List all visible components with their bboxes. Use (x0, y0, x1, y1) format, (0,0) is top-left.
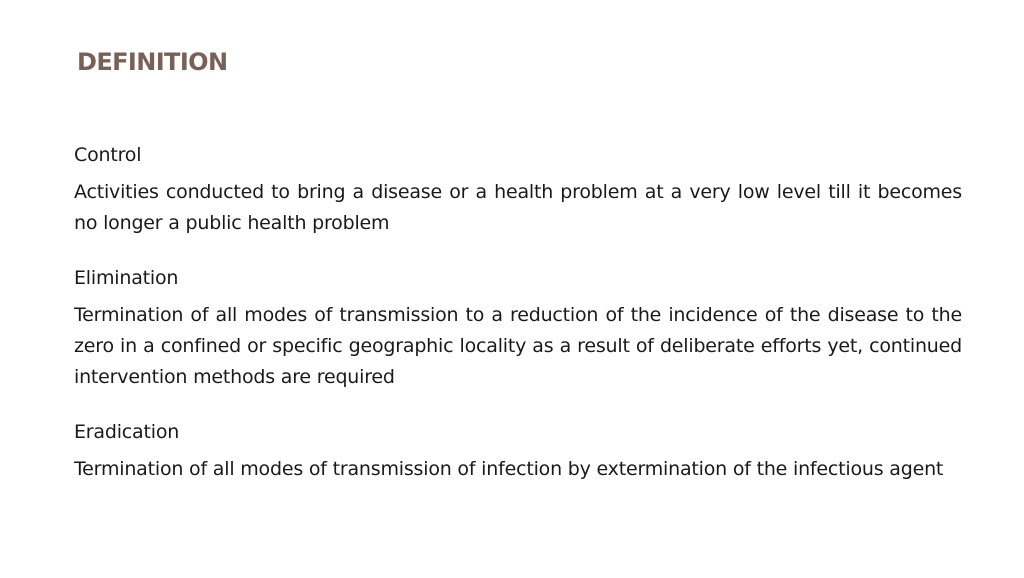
slide-title: DEFINITION (77, 48, 228, 76)
slide-content (74, 140, 962, 485)
term-heading: Eradication (74, 421, 180, 443)
term-heading: Elimination (74, 267, 179, 289)
definition-section-elimination (74, 263, 962, 393)
term-definition: Termination of all modes of transmission to a reduction of the incidence of the disease to the zero in a confined or specific geographic locality as a result of deliberate efforts yet, continued intervention methods are required (74, 304, 962, 388)
term-definition: Termination of all modes of transmission of infection by extermination of the infectious agent (74, 458, 944, 480)
definition-section-eradication (74, 417, 962, 485)
term-heading: Control (74, 144, 142, 166)
definition-section-control (74, 140, 962, 239)
term-definition: Activities conducted to bring a disease or a health problem at a very low level till it becomes no longer a public health problem (74, 181, 962, 234)
